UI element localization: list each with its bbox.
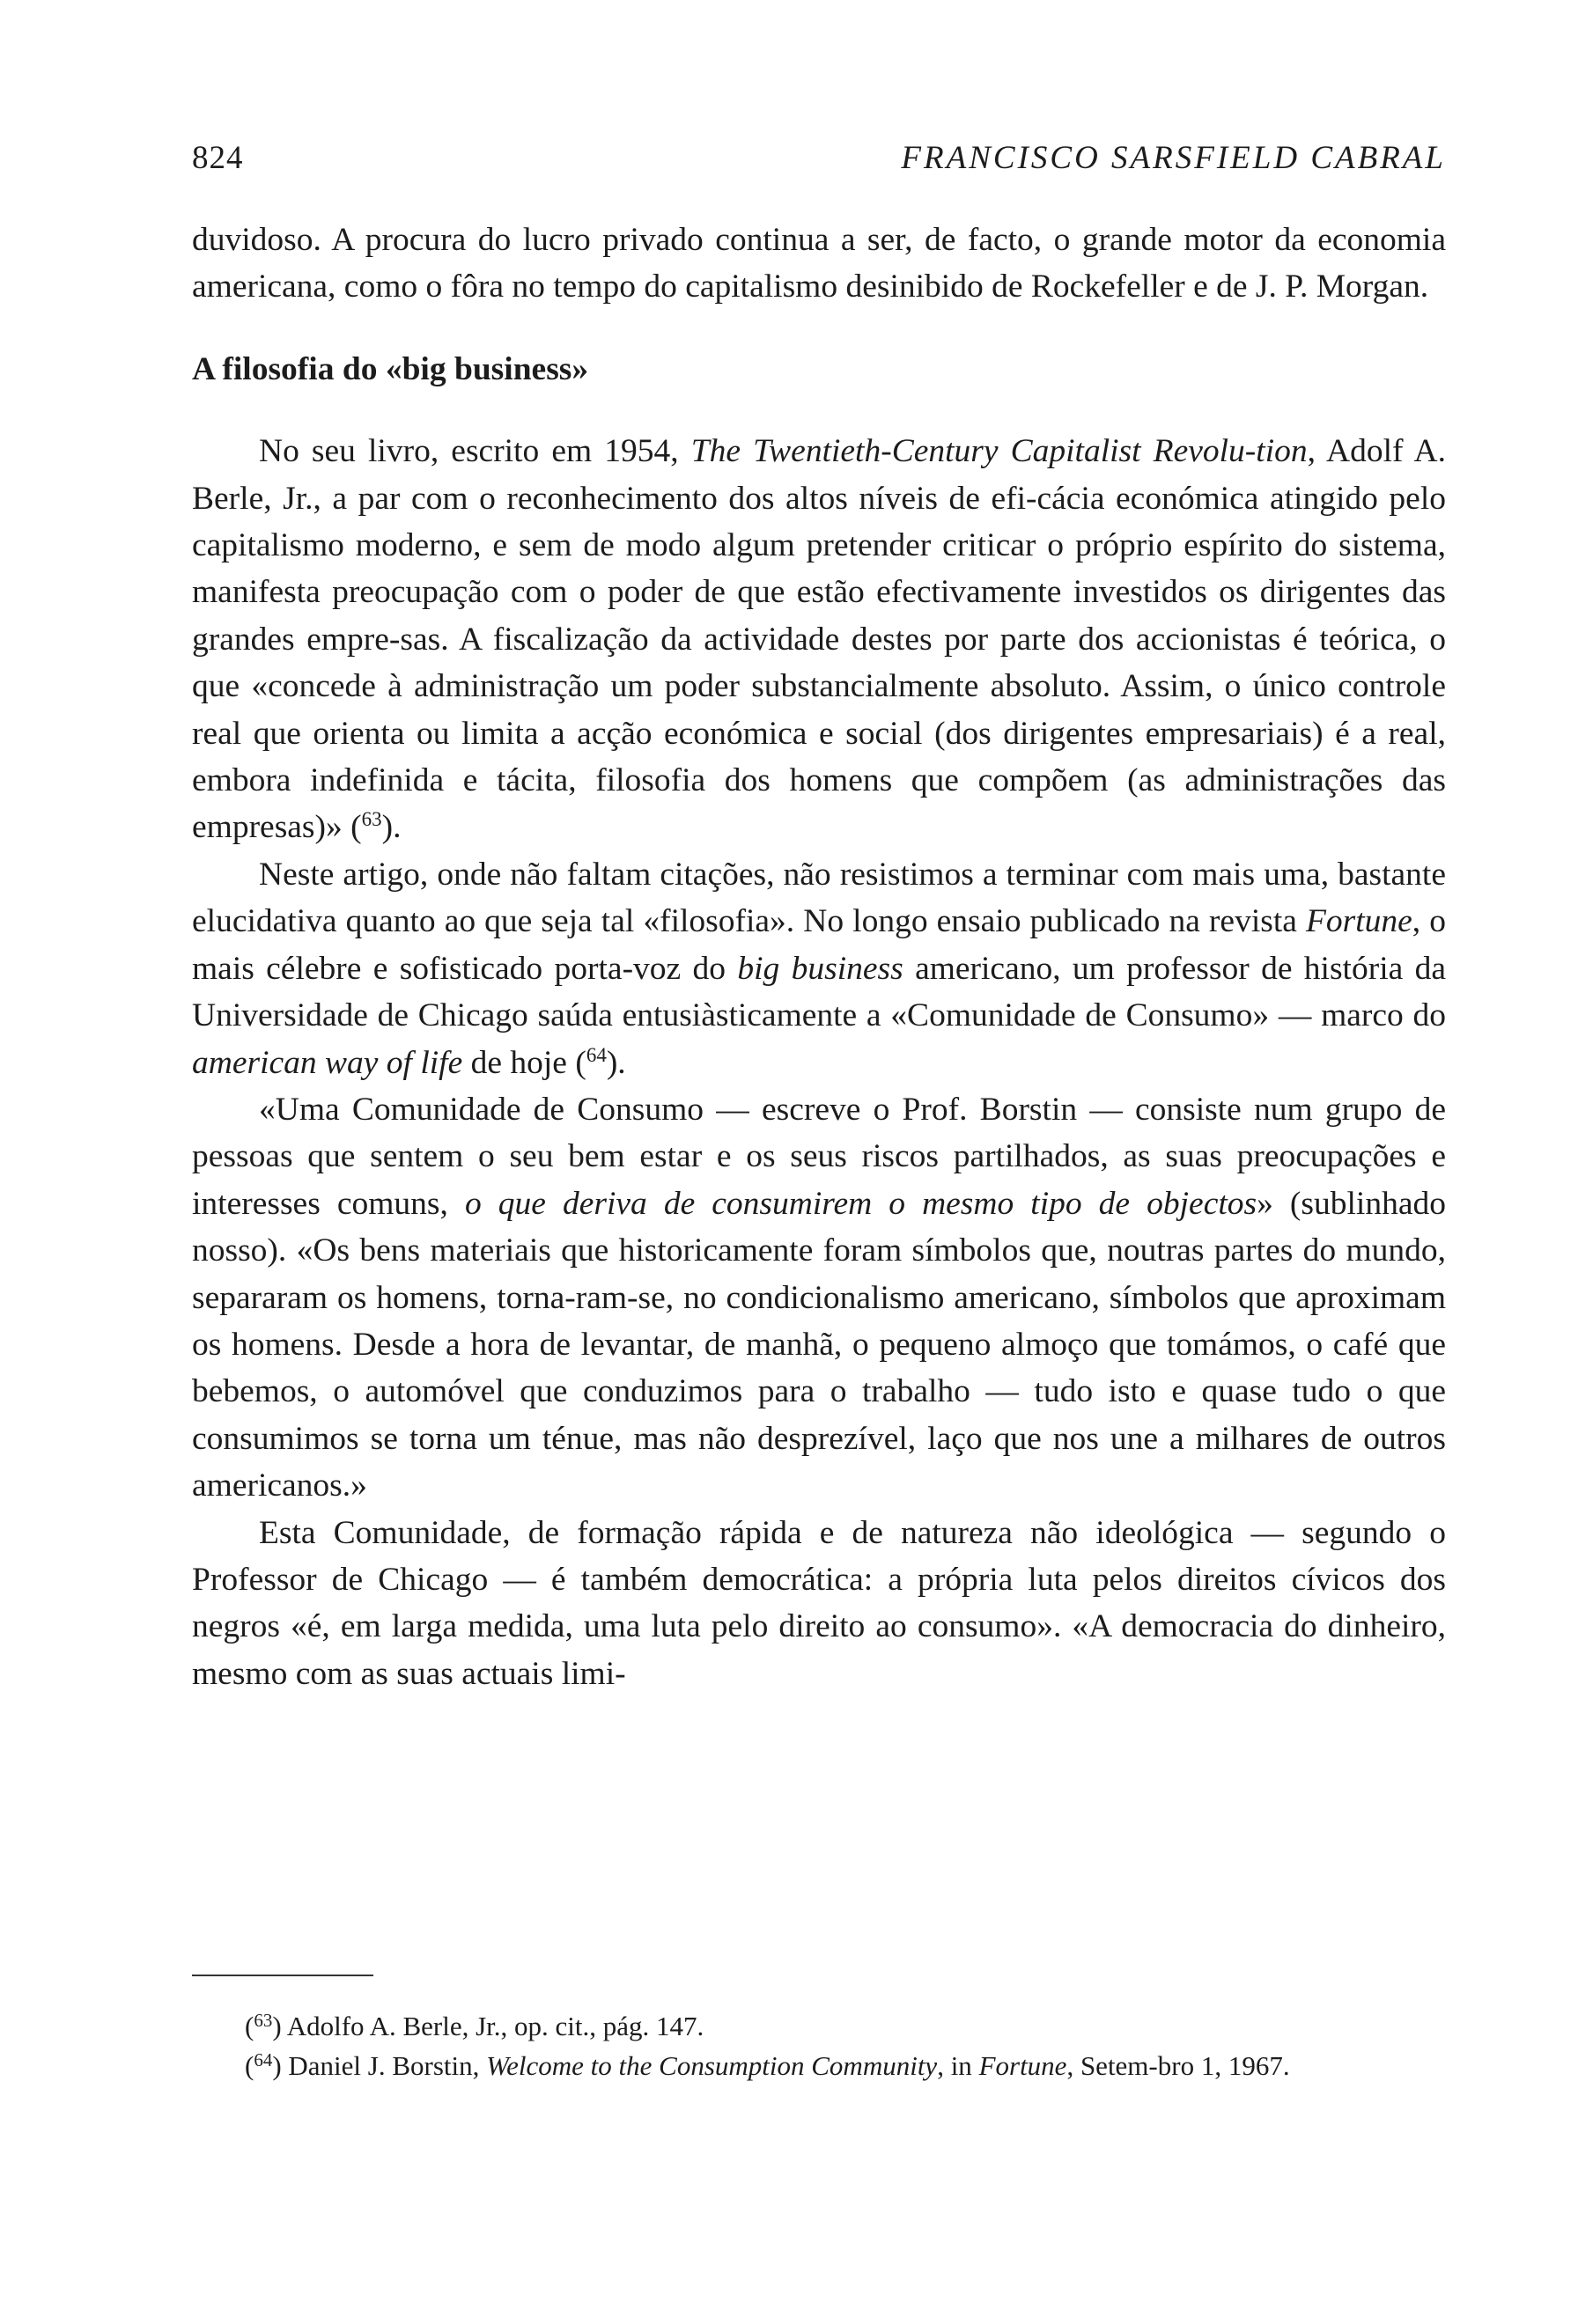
body-text bbox=[192, 217, 1446, 1697]
paragraph-text: americano, um professor de história da Universidade de Chicago saúda entusiàsticamente a «Comunidade de Consumo» — marco do bbox=[192, 950, 1447, 1034]
running-head-author: FRANCISCO SARSFIELD CABRAL bbox=[901, 140, 1446, 176]
magazine-title: Fortune bbox=[1305, 903, 1412, 940]
page-number: 824 bbox=[192, 140, 244, 176]
footnote-mark: 64 bbox=[254, 2048, 273, 2070]
running-head bbox=[192, 132, 1446, 185]
paragraph-text: No seu livro, escrito em 1954, bbox=[259, 433, 691, 470]
footnote-text: , in bbox=[937, 2049, 979, 2081]
magazine-title: Fortune bbox=[978, 2049, 1067, 2081]
footnote-text: Adolfo A. Berle, Jr., op. cit., pág. 147. bbox=[286, 2011, 704, 2041]
italic-term: big business bbox=[737, 950, 903, 987]
paragraph-text: » (sublinhado nosso). «Os bens materiais que historicamente foram símbolos que, noutras partes do mundo, separaram os homens, torna-ram-se, no condicionalismo americano, símbolos que aproximam os homens. Desde a hora de levantar, de manhã, o pequeno almoço que tomámos, o café que bebemos, o automóvel que conduzimos para o trabalho — tudo isto e quase tudo o que consumimos se torna um ténue, mas não desprezível, laço que nos une a milhares de outros americanos.» bbox=[192, 1185, 1446, 1504]
section-heading: A filosofia do «big business» bbox=[192, 350, 589, 387]
footnote-64: ($^{64}$) Daniel J. Borstin, Welcome to the Consumption Community, in Fortune, Setem-bro 1, 1967. bbox=[245, 2048, 1290, 2081]
intro-paragraph: duvidoso. A procura do lucro privado continua a ser, de facto, o grande motor da economia americana, como o fôra no tempo do capitalismo desinibido de Rockefeller e de J. P. Morgan. bbox=[192, 222, 1446, 305]
italic-term: american way of life bbox=[192, 1044, 463, 1081]
paragraph-fortune bbox=[192, 851, 1446, 1086]
footnote-divider bbox=[192, 1975, 373, 1976]
paragraph-text: Neste artigo, onde não faltam citações, não resistimos a terminar com mais uma, bastante elucidativa quanto ao que seja tal «filosofia». No longo ensaio publicado na revista bbox=[192, 856, 1446, 940]
footnote-reference: 63 bbox=[361, 808, 382, 831]
footnote-text: , Setem-bro 1, 1967. bbox=[1066, 2049, 1290, 2081]
paragraph-borstin-quote bbox=[192, 1086, 1446, 1510]
footnotes bbox=[192, 2007, 1446, 2085]
footnote-63: ($^{63}$) Adolfo A. Berle, Jr., op. cit., pág. 147. bbox=[245, 2010, 704, 2041]
paragraph-berle bbox=[192, 428, 1446, 851]
book-title: The Twentieth-Century Capitalist Revolu-tion bbox=[690, 433, 1308, 470]
paragraph-text: ). bbox=[606, 1044, 626, 1081]
paragraph-text: ). bbox=[381, 809, 402, 846]
footnote-text: Daniel J. Borstin, bbox=[288, 2049, 487, 2081]
footnote-mark: 63 bbox=[254, 2010, 273, 2031]
paragraph-text: «Uma Comunidade de Consumo — escreve o Prof. Borstin — consiste num grupo de pessoas que sentem o seu bem estar e os seus riscos partilhados, as suas preocupações e interesses comuns, bbox=[192, 1091, 1446, 1222]
paragraph-text: de hoje ( bbox=[462, 1044, 586, 1081]
emphasized-phrase: o que deriva de consumirem o mesmo tipo de objectos bbox=[464, 1185, 1257, 1222]
footnote-reference: 64 bbox=[586, 1043, 607, 1066]
paragraph-text: , o mais célebre e sofisticado porta-voz do bbox=[192, 903, 1446, 987]
article-title: Welcome to the Consumption Community bbox=[486, 2049, 938, 2081]
paragraph-text: , Adolf A. Berle, Jr., a par com o reconhecimento dos altos níveis de efi-cácia económica atingido pelo capitalismo moderno, e sem de modo algum pretender criticar o próprio espírito do sistema, manifesta preocupação com o poder de que estão efectivamente investidos os dirigentes das grandes empre-sas. A fiscalização da actividade destes por parte dos accionistas é teórica, o que «concede à administração um poder substancialmente absoluto. Assim, o único controle real que orienta ou limita a acção económica e social (dos dirigentes empresariais) é a real, embora indefinida e tácita, filosofia dos homens que compõem (as administrações das empresas)» ( bbox=[192, 433, 1446, 846]
paragraph-democracy: Esta Comunidade, de formação rápida e de natureza não ideológica — segundo o Professor de Chicago — é também democrática: a própria luta pelos direitos cívicos dos negros «é, em larga medida, uma luta pelo direito ao consumo». «A democracia do dinheiro, mesmo com as suas actuais limi- bbox=[192, 1514, 1446, 1692]
